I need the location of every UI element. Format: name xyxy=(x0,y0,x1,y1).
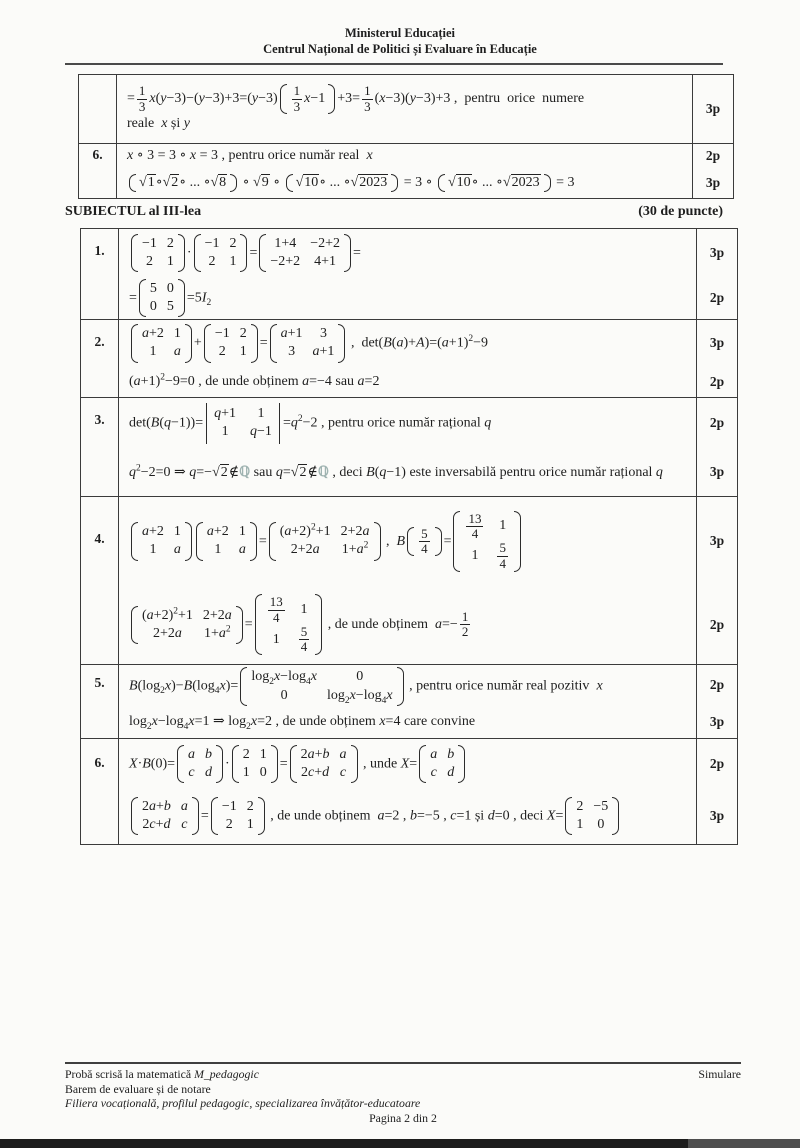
points-value: 2p xyxy=(709,616,725,632)
row-number: 5. xyxy=(81,665,119,737)
section-points-total: (30 de puncte) xyxy=(638,204,723,219)
section-heading xyxy=(65,204,723,220)
footer-exam-code: M_pedagogic xyxy=(194,1067,259,1081)
scoring-table-subject3 xyxy=(80,228,738,845)
solution-line: det(B(q−1))= q+1 1 1 q−1 $=q^2-2$ , pentru orice număr rațional q xyxy=(129,403,688,443)
table-row xyxy=(81,319,737,397)
points-value: 2p xyxy=(705,148,721,163)
points-value: 3p xyxy=(709,464,725,480)
points-value: 3p xyxy=(709,335,725,351)
solution-line: $(a+2)^2+1$ 2+2a 2+2a $1+a^2$ = $\frac{13}{4}$ 1 1 $\frac{5}{4}$ , de unde obținem a=− $\frac{1}{2}$ xyxy=(129,594,688,655)
document-header xyxy=(0,25,800,58)
table-row xyxy=(81,496,737,664)
points-value: 2p xyxy=(709,755,725,771)
footer-session-label: Simulare xyxy=(698,1067,741,1081)
footer-barem-label: Barem de evaluare și de notare xyxy=(65,1081,211,1096)
row-number: 6. xyxy=(81,739,119,844)
row-number xyxy=(79,75,117,143)
points-value: 3p xyxy=(705,101,721,116)
solution-line: = $\frac{1}{3}$ x(y−3)−(y−3)+3=(y−3) 1 3 x −1 +3= $\frac{1}{3}$ (x−3)(y−3)+3 , pentru orice numere reale x și y xyxy=(127,83,585,131)
row-number: 6. xyxy=(79,144,117,198)
scoring-table-subject2 xyxy=(78,74,734,199)
header-rule xyxy=(65,63,723,65)
points-value: 2p xyxy=(709,677,725,693)
points-value: 3p xyxy=(709,713,725,729)
points-value: 3p xyxy=(709,533,725,549)
scan-edge-bar xyxy=(0,1139,800,1148)
footer-page-number: Pagina 2 din 2 xyxy=(369,1111,437,1126)
footer-exam-title: Probă scrisă la matematică M_pedagogic xyxy=(65,1067,259,1081)
points-value: 2p xyxy=(709,373,725,389)
points-value: 3p xyxy=(709,245,725,260)
table-row xyxy=(81,664,737,737)
section-title: SUBIECTUL al III-lea xyxy=(65,204,202,219)
solution-line: X·B(0)= a b c d · 2 1 1 0 = 2a+b a 2c+d c , unde X= a b c d xyxy=(129,745,688,783)
solution-line: $q^2-2=0$ ⇒ q=−√2∉ℚ sau q=√2∉ℚ , deci B(q−1) este inversabilă pentru orice număr rațional q xyxy=(129,462,663,480)
footer-filiera-label: Filiera vocațională, profilul pedagogic, specializarea învățător-educatoare xyxy=(65,1096,421,1111)
solution-line: x ∘ 3 = 3 ∘ x = 3 , pentru orice număr real x xyxy=(127,148,373,164)
points-value: 2p xyxy=(709,415,725,431)
solution-line: a+2 1 1 a + −1 2 2 1 = a+1 3 3 a+1 , $\det(B(a)+A)=(a+1)^2-9$ xyxy=(129,324,688,362)
scan-edge-bar-light-segment xyxy=(688,1139,800,1148)
table-row xyxy=(79,143,733,198)
solution-line: $B(\log_2x)-B(\log_4x)=$ $\log_2x-\log_4x$ 0 0 $\log_2x-\log_4x$ , pentru orice număr real pozitiv x xyxy=(129,669,603,706)
table-row xyxy=(81,738,737,844)
solution-line: 2a+b a 2c+d c = −1 2 2 1 , de unde obținem a=2 , b=−5 , c=1 și d=0 , deci X= 2 −5 1 0 xyxy=(129,797,688,835)
row-number: 1. xyxy=(81,229,119,319)
row-number: 4. xyxy=(81,497,119,664)
ministry-title: Ministerul Educației xyxy=(344,26,456,40)
center-subtitle: Centrul Național de Politici și Evaluare în Educație xyxy=(263,42,537,57)
points-value: 3p xyxy=(709,808,725,824)
solution-line: $\log_2x-\log_4x=1$ ⇒ $\log_2x=2$ , de unde obținem x=4 care convine xyxy=(129,713,476,732)
table-row xyxy=(79,75,733,143)
points-value: 2p xyxy=(709,290,725,306)
points-value: 3p xyxy=(705,175,721,190)
row-number: 2. xyxy=(81,320,119,397)
document-footer xyxy=(65,1067,741,1126)
row-number: 3. xyxy=(81,398,119,496)
solution-line: a+2 1 1 a a+2 1 1 a = $(a+2)^2+1$ 2+2a 2+2a $1+a^2$ , B 5 4 = $\frac{13}{4}$ 1 1 $\frac{5}{4}$ xyxy=(129,511,688,572)
solution-line: √1 ∘ √2 ∘ ... ∘ √8 ∘ √9 ∘ √10 ∘ ... ∘ √2023 = 3 ∘ √10 ∘ ... ∘ √2023 = 3 xyxy=(127,173,684,193)
solution-line: = 5 0 0 5 $=5I_2$ xyxy=(129,279,688,317)
solution-line: −1 2 2 1 · −1 2 2 1 = 1+4 −2+2 −2+2 4+1 = xyxy=(129,234,688,272)
table-row xyxy=(81,397,737,496)
solution-line: $(a+1)^2-9=0$ , de unde obținem a=−4 sau a=2 xyxy=(129,372,380,390)
table-row xyxy=(81,229,737,319)
footer-rule xyxy=(65,1062,741,1064)
